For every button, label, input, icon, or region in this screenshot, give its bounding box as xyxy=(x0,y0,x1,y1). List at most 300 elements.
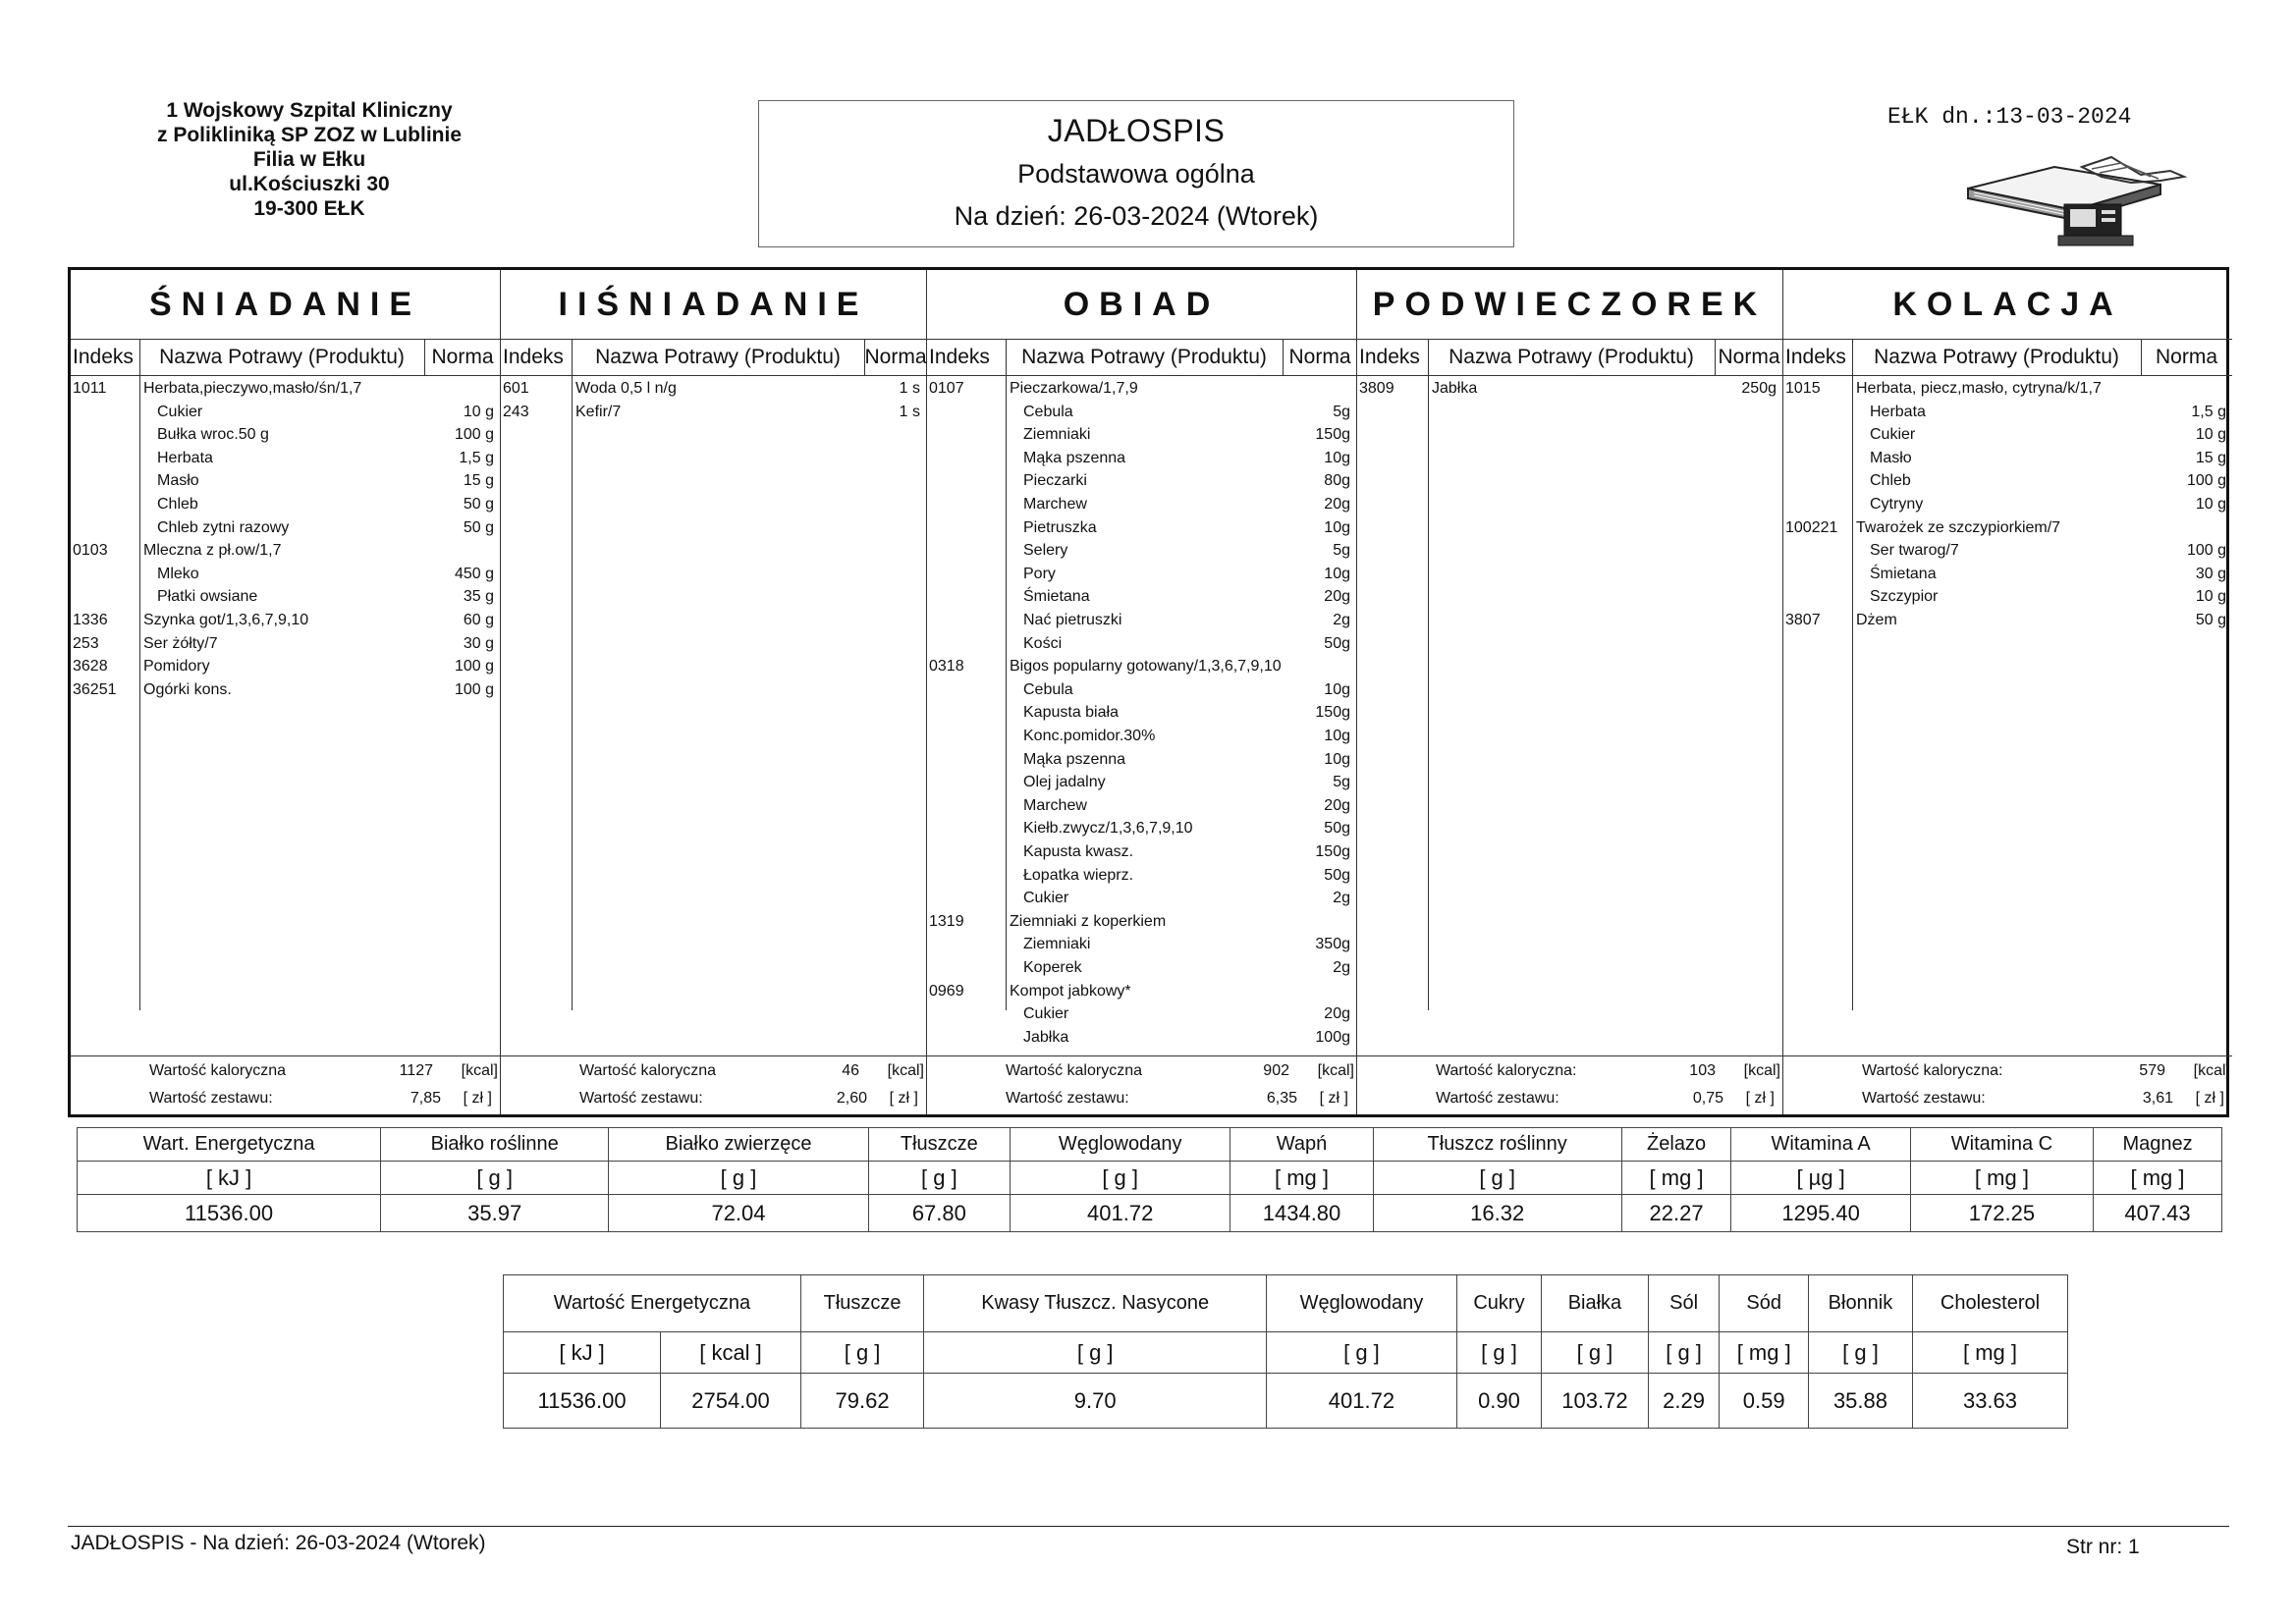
nutrient-name: Tłuszcze xyxy=(800,1275,923,1332)
item-name: Marchew xyxy=(1023,496,1087,513)
menu-type: Podstawowa ogólna xyxy=(1017,159,1255,189)
item-norm: 1,5 g xyxy=(2191,403,2226,420)
kcal-value: 103 xyxy=(1689,1062,1716,1079)
item-norm: 2g xyxy=(1333,890,1350,907)
nutrient-unit: [ mg ] xyxy=(1230,1162,1373,1195)
item-norm: 5g xyxy=(1333,542,1350,560)
item-name: Płatki owsiane xyxy=(157,588,258,606)
item-index: 100221 xyxy=(1785,518,1838,536)
menu-item-row xyxy=(71,402,500,423)
nutrition-values-row xyxy=(78,1195,2222,1232)
item-norm: 2g xyxy=(1333,612,1350,628)
menu-item-row xyxy=(927,494,1356,515)
nutrient-unit: [ g ] xyxy=(868,1162,1010,1195)
item-name: Nać pietruszki xyxy=(1023,612,1122,628)
cost-value: 2,60 xyxy=(836,1090,867,1107)
item-name: Bigos popularny gotowany/1,3,6,7,9,10 xyxy=(1010,658,1282,676)
menu-item-row xyxy=(927,1027,1356,1049)
item-norm: 50 g xyxy=(463,496,494,513)
item-name: Dżem xyxy=(1856,612,1897,628)
book-computer-logo-icon xyxy=(1964,147,2190,247)
nutrient-value: 2.29 xyxy=(1648,1374,1720,1429)
nutrient-value: 103.72 xyxy=(1542,1374,1648,1429)
item-norm: 50g xyxy=(1324,634,1350,652)
kcal-unit: [kcal] xyxy=(1743,1062,1780,1079)
item-name: Koperek xyxy=(1023,959,1082,976)
kcal-value: 579 xyxy=(2139,1062,2165,1079)
hospital-line: Filia w Ełku xyxy=(252,148,366,171)
column-header-index: Indeks xyxy=(1359,346,1420,368)
hospital-line: z Polikliniką SP ZOZ w Lublinie xyxy=(157,124,462,146)
item-norm: 450 g xyxy=(454,565,494,582)
item-norm: 30 g xyxy=(463,634,494,652)
menu-item-row xyxy=(1783,586,2232,608)
menu-item-row xyxy=(71,540,500,562)
cost-unit: [ zł ] xyxy=(2195,1090,2224,1107)
item-name: Pieczarki xyxy=(1023,472,1087,490)
item-index: 3628 xyxy=(73,658,108,676)
item-norm: 10g xyxy=(1324,728,1350,744)
nutrient-unit: [ g ] xyxy=(1373,1162,1621,1195)
nutrient-unit: [ mg ] xyxy=(2094,1162,2222,1195)
nutrient-value: 9.70 xyxy=(924,1374,1267,1429)
nutrient-unit: [ µg ] xyxy=(1731,1162,1910,1195)
item-name: Cebula xyxy=(1023,680,1073,698)
item-name: Marchew xyxy=(1023,796,1087,814)
column-divider xyxy=(2141,339,2142,376)
menu-item-row xyxy=(71,470,500,492)
nutrient-value: 407.43 xyxy=(2094,1195,2222,1232)
menu-item-row xyxy=(927,865,1356,887)
menu-item-row xyxy=(927,888,1356,909)
item-index: 0107 xyxy=(929,380,964,397)
item-norm: 15 g xyxy=(463,472,494,490)
kcal-label: Wartość kaloryczna xyxy=(1006,1062,1142,1079)
menu-item-row xyxy=(71,633,500,655)
menu-item-row xyxy=(1783,470,2232,492)
cost-unit: [ zł ] xyxy=(889,1090,918,1107)
menu-item-row xyxy=(71,378,500,400)
menu-date: Na dzień: 26-03-2024 (Wtorek) xyxy=(954,201,1319,231)
menu-items xyxy=(71,378,500,1008)
item-norm: 2g xyxy=(1333,959,1350,976)
item-name: Cukier xyxy=(157,403,203,420)
item-norm: 5g xyxy=(1333,403,1350,420)
nutrition-values-row xyxy=(504,1374,2068,1429)
menu-item-row xyxy=(927,911,1356,933)
menu-item-row xyxy=(927,470,1356,492)
nutrient-value: 1295.40 xyxy=(1731,1195,1910,1232)
kcal-label: Wartość kaloryczna: xyxy=(1862,1062,2003,1079)
nutrient-unit: [ g ] xyxy=(1648,1332,1720,1374)
item-index: 3807 xyxy=(1785,612,1821,628)
menu-item-row xyxy=(1783,610,2232,631)
hospital-line: 19-300 EŁK xyxy=(253,197,365,220)
item-name: Jabłka xyxy=(1432,380,1478,397)
menu-item-row xyxy=(927,981,1356,1002)
nutrient-name: Białko zwierzęce xyxy=(609,1128,869,1162)
item-name: Mąka pszenna xyxy=(1023,449,1126,466)
hospital-line: 1 Wojskowy Szpital Kliniczny xyxy=(166,99,453,122)
column-header-name: Nazwa Potrawy (Produktu) xyxy=(1874,346,2119,368)
menu-item-row xyxy=(927,586,1356,608)
menu-item-row xyxy=(1783,402,2232,423)
column-header-row xyxy=(927,339,1356,376)
item-norm: 10g xyxy=(1324,518,1350,536)
menu-item-row xyxy=(71,494,500,515)
nutrition-table-2 xyxy=(503,1274,2068,1429)
item-norm: 10 g xyxy=(463,403,494,420)
kcal-label: Wartość kaloryczna xyxy=(149,1062,286,1079)
item-norm: 20g xyxy=(1324,588,1350,606)
item-norm: 100g xyxy=(1315,1028,1350,1046)
nutrient-value: 16.32 xyxy=(1373,1195,1621,1232)
item-index: 1011 xyxy=(73,380,107,397)
item-name: Herbata xyxy=(157,449,213,466)
item-index: 601 xyxy=(503,380,529,397)
item-name: Kefir/7 xyxy=(575,403,622,420)
nutrition-units-row xyxy=(504,1332,2068,1374)
item-norm: 150g xyxy=(1315,704,1350,722)
meal-title: IIŚNIADANIE xyxy=(558,286,869,323)
item-index: 0969 xyxy=(929,982,964,1000)
nutrient-unit: [ kcal ] xyxy=(661,1332,801,1374)
item-norm: 20g xyxy=(1324,796,1350,814)
item-norm: 1 s xyxy=(899,403,920,420)
menu-item-row xyxy=(927,772,1356,793)
menu-item-row xyxy=(1783,494,2232,515)
item-name: Śmietana xyxy=(1870,565,1937,582)
item-norm: 1 s xyxy=(899,380,920,397)
menu-item-row xyxy=(501,378,926,400)
nutrient-name: Sól xyxy=(1648,1275,1720,1332)
nutrient-value: 1434.80 xyxy=(1230,1195,1373,1232)
kcal-unit: [kcal] xyxy=(461,1062,498,1079)
column-header-name: Nazwa Potrawy (Produktu) xyxy=(1021,346,1267,368)
nutrition-header-row xyxy=(78,1128,2222,1162)
item-name: Twarożek ze szczypiorkiem/7 xyxy=(1856,518,2061,536)
column-header-row xyxy=(1783,339,2232,376)
menu-item-row xyxy=(927,540,1356,562)
item-norm: 350g xyxy=(1315,936,1350,953)
menu-item-row xyxy=(501,402,926,423)
item-name: Mleko xyxy=(157,565,199,582)
nutrient-value: 67.80 xyxy=(868,1195,1010,1232)
menu-item-row xyxy=(927,402,1356,423)
menu-item-row xyxy=(71,610,500,631)
nutrient-name: Białka xyxy=(1542,1275,1648,1332)
nutrient-name: Żelazo xyxy=(1621,1128,1731,1162)
item-name: Kompot jabkowy* xyxy=(1010,982,1131,1000)
nutrient-unit: [ g ] xyxy=(1808,1332,1912,1374)
item-norm: 20g xyxy=(1324,496,1350,513)
menu-item-row xyxy=(927,564,1356,585)
column-header-name: Nazwa Potrawy (Produktu) xyxy=(159,346,405,368)
nutrient-value: 401.72 xyxy=(1267,1374,1457,1429)
item-name: Woda 0,5 l n/g xyxy=(575,380,677,397)
nutrient-unit: [ g ] xyxy=(1267,1332,1457,1374)
nutrient-value: 401.72 xyxy=(1010,1195,1230,1232)
nutrient-value: 35.88 xyxy=(1808,1374,1912,1429)
item-name: Śmietana xyxy=(1023,588,1090,606)
menu-item-row xyxy=(927,656,1356,677)
meal-title: PODWIECZOREK xyxy=(1372,286,1768,323)
item-name: Ziemniaki xyxy=(1023,426,1091,444)
column-header-name: Nazwa Potrawy (Produktu) xyxy=(595,346,841,368)
nutrient-value: 35.97 xyxy=(381,1195,609,1232)
kcal-value: 1127 xyxy=(399,1062,433,1079)
item-name: Ser twarog/7 xyxy=(1870,542,1959,560)
menu-item-row xyxy=(1783,378,2232,400)
nutrient-name: Tłuszcze xyxy=(868,1128,1010,1162)
menu-item-row xyxy=(71,448,500,469)
kcal-label: Wartość kaloryczna xyxy=(579,1062,716,1079)
meal-summary xyxy=(71,1055,500,1114)
meal-title: KOLACJA xyxy=(1892,286,2123,323)
item-name: Mleczna z pł.ow/1,7 xyxy=(143,542,282,560)
kcal-unit: [kcal] xyxy=(887,1062,924,1079)
meal-summary xyxy=(1783,1055,2232,1114)
nutrient-name: Wartość Energetyczna xyxy=(504,1275,801,1332)
column-header-index: Indeks xyxy=(1785,346,1846,368)
item-norm: 35 g xyxy=(463,588,494,606)
menu-item-row xyxy=(71,679,500,701)
item-norm: 10g xyxy=(1324,449,1350,466)
column-header-norm: Norma xyxy=(431,346,494,368)
menu-item-row xyxy=(71,564,500,585)
item-name: Pory xyxy=(1023,565,1056,582)
column-header-row xyxy=(1357,339,1782,376)
meal-drugie-sniadanie xyxy=(501,270,927,1114)
item-norm: 50 g xyxy=(2195,612,2226,628)
menu-item-row xyxy=(927,818,1356,839)
item-name: Cebula xyxy=(1023,403,1073,420)
item-norm: 1,5 g xyxy=(459,449,494,466)
nutrient-value: 22.27 xyxy=(1621,1195,1731,1232)
column-divider xyxy=(424,339,425,376)
item-name: Cukier xyxy=(1023,890,1069,907)
item-norm: 100 g xyxy=(454,658,494,676)
menu-item-row xyxy=(71,517,500,539)
item-name: Pietruszka xyxy=(1023,518,1097,536)
item-name: Mąka pszenna xyxy=(1023,750,1126,768)
item-name: Herbata, piecz,masło, cytryna/k/1,7 xyxy=(1856,380,2102,397)
column-header-index: Indeks xyxy=(503,346,564,368)
menu-item-row xyxy=(71,656,500,677)
menu-item-row xyxy=(1783,517,2232,539)
item-norm: 50g xyxy=(1324,820,1350,838)
item-norm: 20g xyxy=(1324,1005,1350,1023)
column-header-index: Indeks xyxy=(73,346,134,368)
item-name: Herbata,pieczywo,masło/śn/1,7 xyxy=(143,380,362,397)
footer-title: JADŁOSPIS - Na dzień: 26-03-2024 (Wtorek) xyxy=(71,1532,486,1554)
nutrient-name: Witamina C xyxy=(1910,1128,2093,1162)
item-norm: 100 g xyxy=(454,426,494,444)
menu-item-row xyxy=(1783,424,2232,446)
menu-item-row xyxy=(927,934,1356,955)
column-header-norm: Norma xyxy=(2155,346,2217,368)
item-name: Olej jadalny xyxy=(1023,774,1106,791)
issue-date: EŁK dn.:13-03-2024 xyxy=(1887,104,2132,130)
item-name: Masło xyxy=(157,472,199,490)
item-index: 253 xyxy=(73,634,99,652)
nutrient-unit: [ g ] xyxy=(381,1162,609,1195)
meal-sniadanie xyxy=(71,270,501,1114)
item-name: Ziemniaki z koperkiem xyxy=(1010,912,1167,930)
item-norm: 100 g xyxy=(454,680,494,698)
menu-item-row xyxy=(927,702,1356,724)
item-name: Ser żółty/7 xyxy=(143,634,218,652)
nutrient-unit: [ mg ] xyxy=(1621,1162,1731,1195)
item-name: Masło xyxy=(1870,449,1912,466)
item-index: 0318 xyxy=(929,658,964,676)
item-name: Łopatka wieprz. xyxy=(1023,866,1134,884)
menu-item-row xyxy=(927,1003,1356,1025)
nutrient-value: 11536.00 xyxy=(78,1195,381,1232)
menu-item-row xyxy=(927,378,1356,400)
item-name: Konc.pomidor.30% xyxy=(1023,728,1156,744)
item-name: Selery xyxy=(1023,542,1068,560)
menu-item-row xyxy=(927,795,1356,817)
item-name: Pieczarkowa/1,7,9 xyxy=(1010,380,1138,397)
kcal-unit: [kcal] xyxy=(1317,1062,1354,1079)
item-index: 1336 xyxy=(73,612,108,628)
cost-label: Wartość zestawu: xyxy=(1006,1090,1129,1107)
menu-items xyxy=(501,378,926,1008)
column-header-row xyxy=(71,339,500,376)
item-norm: 5g xyxy=(1333,774,1350,791)
nutrition-units-row xyxy=(78,1162,2222,1195)
menu-items xyxy=(1783,378,2232,1008)
item-norm: 250g xyxy=(1741,380,1777,397)
nutrient-value: 11536.00 xyxy=(504,1374,661,1429)
menu-item-row xyxy=(1783,540,2232,562)
item-name: Kapusta kwasz. xyxy=(1023,843,1134,860)
item-name: Kiełb.zwycz/1,3,6,7,9,10 xyxy=(1023,820,1193,838)
page-number: Str nr: 1 xyxy=(2066,1536,2140,1558)
menu-items xyxy=(1357,378,1782,1008)
nutrient-unit: [ g ] xyxy=(1010,1162,1230,1195)
menu-item-row xyxy=(1783,564,2232,585)
item-index: 3809 xyxy=(1359,380,1394,397)
column-header-row xyxy=(501,339,926,376)
nutrient-value: 0.90 xyxy=(1456,1374,1541,1429)
menu-item-row xyxy=(927,448,1356,469)
item-name: Bułka wroc.50 g xyxy=(157,426,269,444)
item-name: Herbata xyxy=(1870,403,1926,420)
nutrient-unit: [ mg ] xyxy=(1912,1332,2067,1374)
meal-title: OBIAD xyxy=(1063,286,1221,323)
item-name: Cytryny xyxy=(1870,496,1924,513)
meal-obiad xyxy=(927,270,1357,1114)
menu-item-row xyxy=(927,424,1356,446)
item-name: Cukier xyxy=(1870,426,1916,444)
menu-items xyxy=(927,378,1356,1046)
item-name: Szynka got/1,3,6,7,9,10 xyxy=(143,612,309,628)
cost-unit: [ zł ] xyxy=(1745,1090,1775,1107)
item-norm: 10g xyxy=(1324,750,1350,768)
nutrient-unit: [ g ] xyxy=(1542,1332,1648,1374)
nutrient-name: Cukry xyxy=(1456,1275,1541,1332)
column-header-name: Nazwa Potrawy (Produktu) xyxy=(1449,346,1694,368)
nutrient-name: Witamina A xyxy=(1731,1128,1910,1162)
nutrient-value: 172.25 xyxy=(1910,1195,2093,1232)
item-name: Cukier xyxy=(1023,1005,1069,1023)
column-header-norm: Norma xyxy=(864,346,927,368)
nutrient-unit: [ g ] xyxy=(800,1332,923,1374)
item-norm: 100 g xyxy=(2186,542,2226,560)
kcal-label: Wartość kaloryczna: xyxy=(1436,1062,1577,1079)
hospital-address xyxy=(128,98,491,221)
nutrient-value: 2754.00 xyxy=(661,1374,801,1429)
cost-value: 3,61 xyxy=(2142,1090,2173,1107)
nutrition-table-1 xyxy=(77,1127,2222,1232)
menu-item-row xyxy=(71,586,500,608)
item-norm: 10g xyxy=(1324,680,1350,698)
cost-value: 7,85 xyxy=(410,1090,441,1107)
item-name: Szczypior xyxy=(1870,588,1939,606)
menu-grid xyxy=(68,267,2229,1117)
meal-title: ŚNIADANIE xyxy=(148,286,422,323)
page-title: JADŁOSPIS xyxy=(1047,113,1226,148)
menu-item-row xyxy=(927,841,1356,863)
cost-value: 0,75 xyxy=(1692,1090,1723,1107)
title-box xyxy=(758,100,1514,247)
kcal-unit: [kcal] xyxy=(2193,1062,2230,1079)
item-norm: 150g xyxy=(1315,843,1350,860)
column-header-norm: Norma xyxy=(1288,346,1351,368)
column-header-index: Indeks xyxy=(929,346,990,368)
item-name: Pomidory xyxy=(143,658,210,676)
cost-unit: [ zł ] xyxy=(463,1090,492,1107)
item-index: 1015 xyxy=(1785,380,1821,397)
nutrient-unit: [ mg ] xyxy=(1720,1332,1809,1374)
item-name: Jabłka xyxy=(1023,1028,1069,1046)
nutrient-name: Białko roślinne xyxy=(381,1128,609,1162)
column-header-norm: Norma xyxy=(1718,346,1780,368)
nutrient-name: Sód xyxy=(1720,1275,1809,1332)
nutrient-name: Węglowodany xyxy=(1267,1275,1457,1332)
menu-item-row xyxy=(927,610,1356,631)
nutrient-value: 72.04 xyxy=(609,1195,869,1232)
column-divider xyxy=(864,339,865,376)
nutrient-unit: [ g ] xyxy=(1456,1332,1541,1374)
item-norm: 10 g xyxy=(2195,426,2226,444)
item-norm: 10 g xyxy=(2195,496,2226,513)
column-divider xyxy=(1715,339,1716,376)
item-name: Chleb zytni razowy xyxy=(157,518,290,536)
item-name: Kości xyxy=(1023,634,1063,652)
item-name: Chleb xyxy=(157,496,198,513)
nutrient-name: Kwasy Tłuszcz. Nasycone xyxy=(924,1275,1267,1332)
menu-item-row xyxy=(1357,378,1782,400)
item-norm: 150g xyxy=(1315,426,1350,444)
hospital-line: ul.Kościuszki 30 xyxy=(229,173,390,195)
cost-unit: [ zł ] xyxy=(1319,1090,1348,1107)
menu-item-row xyxy=(927,726,1356,747)
nutrient-unit: [ g ] xyxy=(924,1332,1267,1374)
item-norm: 50 g xyxy=(463,518,494,536)
item-name: Chleb xyxy=(1870,472,1911,490)
nutrient-name: Błonnik xyxy=(1808,1275,1912,1332)
item-norm: 80g xyxy=(1324,472,1350,490)
item-index: 36251 xyxy=(73,680,117,698)
item-norm: 30 g xyxy=(2195,565,2226,582)
menu-item-row xyxy=(927,517,1356,539)
meal-summary xyxy=(1357,1055,1782,1114)
nutrient-unit: [ mg ] xyxy=(1910,1162,2093,1195)
nutrition-header-row xyxy=(504,1275,2068,1332)
